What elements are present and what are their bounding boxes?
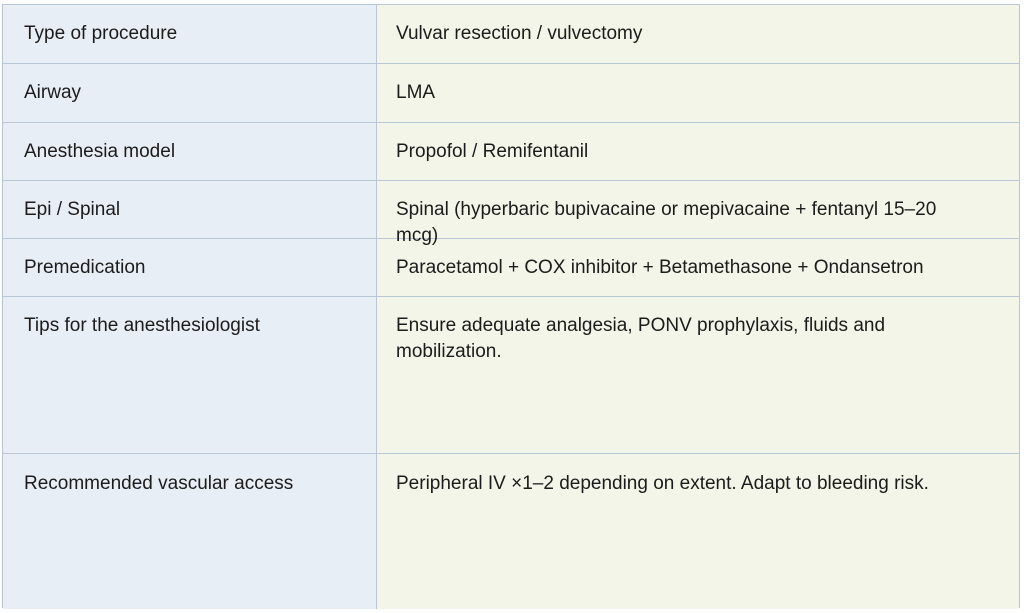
row-value-airway: LMA (377, 64, 1019, 122)
table-row (3, 5, 1019, 64)
row-label-vascular-access: Recommended vascular access (3, 454, 377, 609)
row-value-vascular-access: Peripheral IV ×1–2 depending on extent. Adapt to bleeding risk. (377, 454, 1019, 609)
table-row (3, 181, 1019, 246)
epi-spinal-text: Spinal (hyperbaric bupivacaine or mepivacaine + fentanyl 15–20 mcg) (396, 199, 937, 246)
row-value-tips: Ensure adequate analgesia, PONV prophylaxis, fluids and mobilization. (377, 297, 1019, 453)
procedure-info-table (2, 4, 1020, 608)
table-row (3, 123, 1019, 181)
row-value-anesthesia-model: Propofol / Remifentanil (377, 123, 1019, 180)
row-label-tips: Tips for the anesthesiologist (3, 297, 377, 453)
row-label-premedication: Premedication (3, 239, 377, 296)
row-value-premedication: Paracetamol + COX inhibitor + Betamethasone + Ondansetron (377, 239, 1019, 296)
table-row (3, 64, 1019, 123)
table-row (3, 297, 1019, 454)
row-label-airway: Airway (3, 64, 377, 122)
row-label-type-of-procedure: Type of procedure (3, 5, 377, 63)
table-row (3, 454, 1019, 609)
row-value-epi-spinal (377, 181, 1019, 246)
row-value-type-of-procedure: Vulvar resection / vulvectomy (377, 5, 1019, 63)
row-label-anesthesia-model: Anesthesia model (3, 123, 377, 180)
row-label-epi-spinal: Epi / Spinal (3, 181, 377, 238)
table-row (3, 239, 1019, 297)
